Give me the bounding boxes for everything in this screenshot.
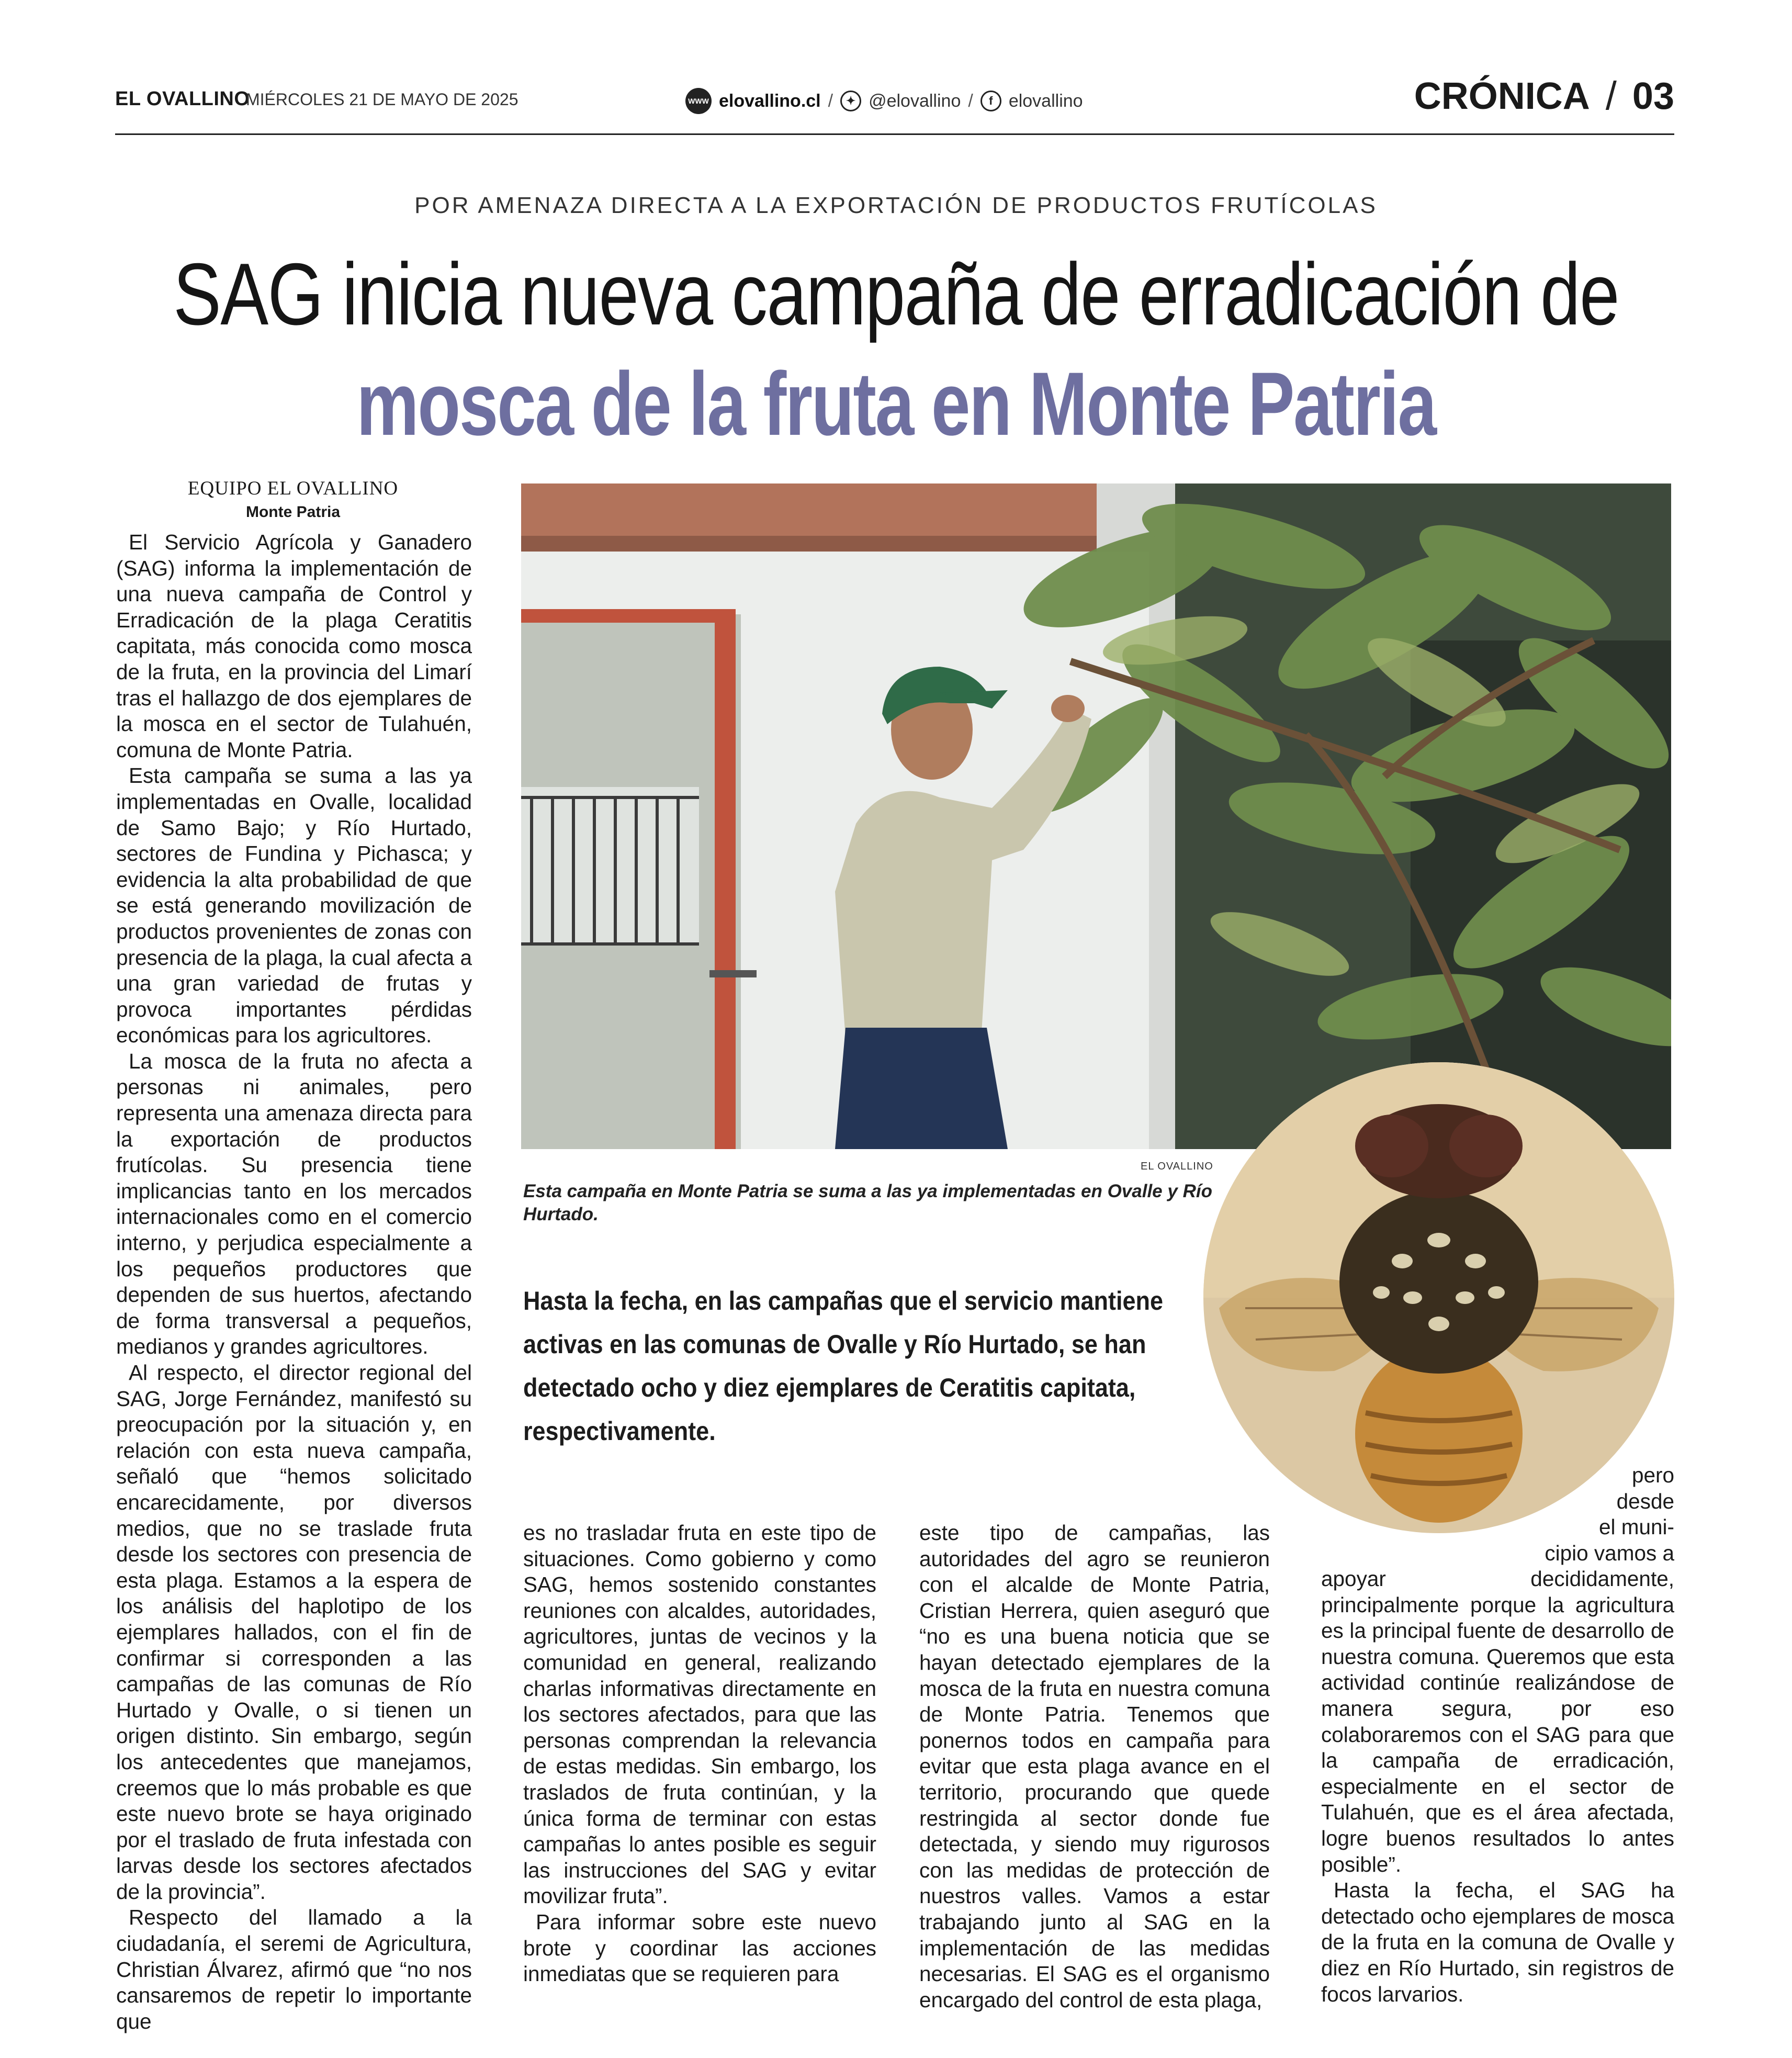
paragraph: Respecto del llamado a la ciudadanía, el seremi de Agricultura, Christian Álvarez, afirmó que “no nos cansaremos de repetir lo importante que xyxy=(116,1905,472,2033)
section-name: CRÓNICA xyxy=(1414,75,1590,117)
page-number: 03 xyxy=(1632,75,1674,117)
section-label xyxy=(1414,73,1674,119)
headline-line-2: mosca de la fruta en Monte Patria xyxy=(356,354,1436,454)
twitter-icon: ✦ xyxy=(840,91,861,111)
paragraph: es no trasladar fruta en este tipo de situaciones. Como gobierno y como SAG, hemos sostenido constantes reuniones con alcaldes, autoridades, agricultores, juntas de vecinos y la comunidad en general, realizando charlas informativas directamente en los sectores afectados, para que las personas comprendan la relevancia de estas medidas. Sin embargo, los traslados de fruta continúan, y la única forma de terminar con estas campañas lo antes posible es seguir las instrucciones del SAG y evitar movilizar fruta”. xyxy=(523,1521,876,1908)
paragraph: apoyar decididamente, principalmente porque la agricultura es la principal fuente de desarrollo de nuestra comuna. Queremos que esta actividad continúe realizándose de manera segura, por eso colaboraremos con el SAG para que la campaña de erradicación, especialmente en el sector de Tulahuén, que es el área afectada, logre buenos resultados lo antes posible”. xyxy=(1321,1567,1674,1876)
photo-inspector-tree xyxy=(521,483,1671,1149)
publication-name: EL OVALLINO xyxy=(115,88,250,110)
www-icon: WWW xyxy=(685,88,712,114)
divider: / xyxy=(1605,74,1617,118)
dateline: Monte Patria xyxy=(245,503,341,521)
paragraph: La mosca de la fruta no afecta a personas ni animales, pero representa una amenaza directa para la exportación de productos frutícolas. Su presencia tiene implicancias tanto en los mercados internacionales como en el comercio interno, y perjudica especialmente a los pequeños productores que dependen de sus huertos, afectando de forma transversal a pequeños, medianos y grandes agricultores. xyxy=(116,1049,472,1359)
main-photo xyxy=(521,483,1671,1149)
article-column-4-wrap xyxy=(1321,1463,1674,1566)
wrapped-line: el muni- xyxy=(1598,1515,1674,1539)
wrapped-line: desde xyxy=(1616,1489,1674,1513)
article-column-2 xyxy=(523,1520,876,1987)
issue-date: MIÉRCOLES 21 DE MAYO DE 2025 xyxy=(246,90,519,109)
header-rule xyxy=(115,133,1674,135)
headline-line-1: SAG inicia nueva campaña de erradicación de xyxy=(173,245,1619,343)
paragraph: Esta campaña se suma a las ya implementadas en Ovalle, localidad de Samo Bajo; y Río Hurtado, sectores de Fundina y Pichasca; y evidencia la alta probabilidad de que se está generando movilización de productos provenientes de zonas con presencia de la plaga, la cual afecta a una gran variedad de frutas y provoca importantes pérdidas económicas para los agricultores. xyxy=(116,763,472,1048)
facebook-icon: f xyxy=(980,91,1001,111)
twitter-handle[interactable]: @elovallino xyxy=(869,91,961,111)
divider: / xyxy=(828,91,833,111)
photo-credit: EL OVALLINO xyxy=(1141,1161,1213,1172)
article-column-4 xyxy=(1321,1566,1674,2007)
byline: EQUIPO EL OVALLINO xyxy=(187,478,399,499)
wrapped-line: cipio vamos a xyxy=(1545,1540,1674,1565)
paragraph: este tipo de campañas, las autoridades del agro se reunieron con el alcalde de Monte Patria, Cristian Herrera, quien aseguró que “no es una buena noticia que se hayan detectado ejemplares de la mosca de la fruta en nuestra comuna de Monte Patria. Tenemos que ponernos todos en campaña para evitar que esta plaga avance en el territorio, procurando que quede restringida al sector donde fue detectada, y siendo muy rigurosos con las medidas de protección de nuestros valles. Vamos a estar trabajando junto al SAG en la implementación de las medidas necesarias. El SAG es el organismo encargado del control de esta plaga, xyxy=(919,1521,1270,2012)
website-link[interactable]: elovallino.cl xyxy=(719,91,821,111)
article-column-1 xyxy=(116,530,472,2034)
photo-caption: Esta campaña en Monte Patria se suma a las ya implementadas en Ovalle y Río Hurtado. xyxy=(523,1181,1212,1224)
facebook-handle[interactable]: elovallino xyxy=(1008,91,1083,111)
wrapped-line: pero xyxy=(1631,1463,1674,1487)
article-column-3 xyxy=(919,1520,1270,2013)
social-links xyxy=(685,88,1083,114)
paragraph: El Servicio Agrícola y Ganadero (SAG) informa la implementación de una nueva campaña de Control y Erradicación de la plaga Ceratitis capitata, más conocida como mosca de la fruta, en la provincia del Limarí tras el hallazgo de dos ejemplares de la mosca en el sector de Tulahuén, comuna de Monte Patria. xyxy=(116,530,472,762)
paragraph: Hasta la fecha, el SAG ha detectado ocho ejemplares de mosca de la fruta en la comuna de Ovalle y diez en Río Hurtado, sin registros de focos larvarios. xyxy=(1321,1878,1674,2006)
paragraph: Para informar sobre este nuevo brote y coordinar las acciones inmediatas que se requieren para xyxy=(523,1909,876,1986)
paragraph: Al respecto, el director regional del SAG, Jorge Fernández, manifestó su preocupación por la situación y, en relación con esta nueva campaña, señaló que “hemos solicitado encarecidamente, por diversos medios, que no se traslade fruta desde los sectores con presencia de esta plaga. Estamos a la espera de los análisis del haplotipo de los ejemplares hallados, con el fin de confirmar si corresponden a las campañas de las comunas de Río Hurtado y Ovalle, o si tienen un origen distinto. Sin embargo, según los antecedentes que manejamos, creemos que lo más probable es que este nuevo brote se haya originado por el traslado de fruta infestada con larvas desde los sectores afectados de la provincia”. xyxy=(116,1360,472,1904)
kicker: POR AMENAZA DIRECTA A LA EXPORTACIÓN DE PRODUCTOS FRUTÍCOLAS xyxy=(414,193,1378,218)
pull-quote: Hasta la fecha, en las campañas que el servicio mantiene activas en las comunas de Ovalle y Río Hurtado, se han detectado ocho y diez ejemplares de Ceratitis capitata, respectivamente. xyxy=(523,1286,1164,1446)
divider: / xyxy=(968,91,973,111)
